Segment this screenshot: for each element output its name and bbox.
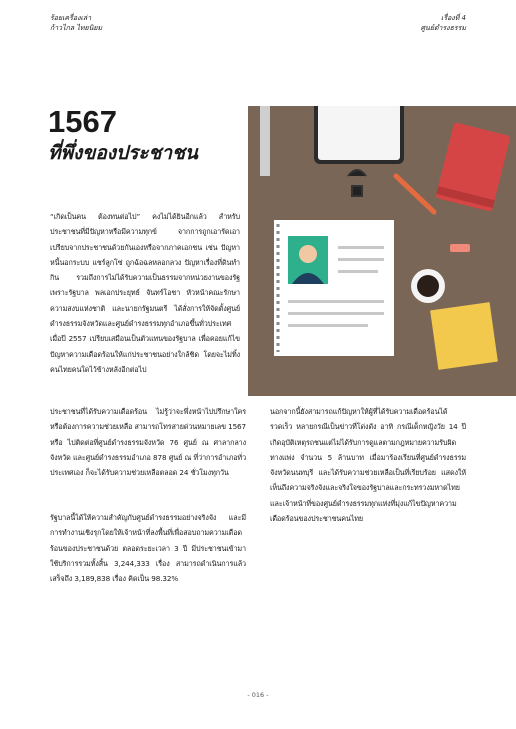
header-book-title: ร้อยเครื่องเล่า — [50, 14, 92, 22]
intro-paragraph: “เกิดเป็นคน ต้องทนต่อไป” คงไม่ได้ยินอีกแล้ว สำหรับประชาชนที่มีปัญหาหรือมีความทุกข์ จากการถูกเอารัดเอาเปรียบจากประชาชนด้วยกันเองหรือจากภาคเอกชน เช่น ปัญหาหนี้นอกระบบ แชร์ลูกโซ่ ถูกฉ้อฉลหลอกลวง ปัญหาเรื่องที่ดินทำกิน รวมถึงการไม่ได้รับความเป็นธรรมจากหน่วยงานของรัฐ เพราะรัฐบาล พลเอกประยุทธ์ จันทร์โอชา หัวหน้าคณะรักษาความสงบแห่งชาติ และนายกรัฐมนตรี ได้สั่งการให้จัดตั้งศูนย์ดำรงธรรมจังหวัดและศูนย์ดำรงธรรมทุกอำเภอขึ้นทั่วประเทศเมื่อปี 2557 เปรียบเสมือนเป็นตัวแทนของรัฐบาล เพื่อคอยแก้ไขปัญหาความเดือดร้อนให้แก่ประชาชนอย่างใกล้ชิด โดยจะไม่ทิ้งคนไทยคนใดไว้ข้างหลังอีกต่อไป — [50, 212, 240, 374]
sticky-note-icon — [430, 302, 498, 370]
desk-illustration — [248, 106, 516, 396]
left-column-paragraph-1: ประชาชนที่ได้รับความเดือดร้อน ไม่รู้ว่าจะพึ่งหน้าไปปรึกษาใครหรือต้องการความช่วยเหลือ สามารถโทรสายด่วนหมายเลข 1567 หรือ ไปติดต่อที่ศูนย์ดำรงธรรมจังหวัด 76 ศูนย์ ณ ศาลากลางจังหวัด และศูนย์ดำรงธรรมอำเภอ 878 ศูนย์ ณ ที่ว่าการอำเภอทั่วประเทศเอง ก็จะได้รับความช่วยเหลือตลอด 24 ชั่วโมงทุกวัน — [50, 407, 246, 478]
left-column-paragraph-2: รัฐบาลนี้ได้ให้ความสำคัญกับศูนย์ดำรงธรรมอย่างจริงจัง และมีการทำงานเชิงรุกโดยให้เจ้าหน้าที่ลงพื้นที่เพื่อสอบถามความเดือดร้อนของประชาชนด้วย ตลอดระยะเวลา 3 ปี มีประชาชนเข้ามาใช้บริการรวมทั้งสิ้น 3,244,333 เรื่อง สามารถดำเนินการแล้วเสร็จถึง 3,189,838 เรื่อง คิดเป็น 98.32% — [50, 513, 246, 584]
ruler-icon — [260, 106, 270, 176]
form-line — [288, 324, 368, 327]
form-line — [338, 258, 384, 261]
form-line — [288, 312, 384, 315]
header-chapter-number: เรื่องที่ 4 — [440, 14, 466, 22]
hotline-number-title: 1567 — [48, 104, 117, 139]
header-left — [50, 13, 102, 33]
tablet-screen — [318, 106, 400, 160]
header-book-subtitle: ก้าวไกล ไทยนิยม — [50, 24, 103, 32]
eraser-icon — [450, 244, 470, 252]
avatar-head — [299, 245, 317, 263]
article-title: ที่พึ่งของประชาชน — [48, 142, 198, 164]
form-line — [338, 246, 384, 249]
coffee-icon — [417, 275, 439, 297]
header-chapter-title: ศูนย์ดำรงธรรม — [420, 24, 466, 32]
right-column-paragraph: นอกจากนี้ยังสามารถแก้ปัญหาให้ผู้ที่ได้รับความเดือดร้อนได้รวดเร็ว หลายกรณีเป็นข่าวที่โด่งดัง อาทิ กรณีเด็กหญิงวัย 14 ปี เกิดอุบัติเหตุรถชนแต่ไม่ได้รับการดูแลตามกฎหมายความรับผิดทางแพ่ง จำนวน 5 ล้านบาท เมื่อมาร้องเรียนที่ศูนย์ดำรงธรรมจังหวัดนนทบุรี และได้รับความช่วยเหลือเป็นที่เรียบร้อย แสดงให้เห็นถึงความจริงจังและจริงใจของรัฐบาลและกระทรวงมหาดไทย และเจ้าหน้าที่ของศูนย์ดำรงธรรมทุกแห่งที่มุ่งแก้ไขปัญหาความเดือดร้อนของประชาชนคนไทย — [270, 407, 466, 524]
form-line — [338, 270, 378, 273]
header-right — [421, 13, 466, 33]
form-line — [288, 300, 384, 303]
page-number: - 016 - — [247, 691, 269, 699]
